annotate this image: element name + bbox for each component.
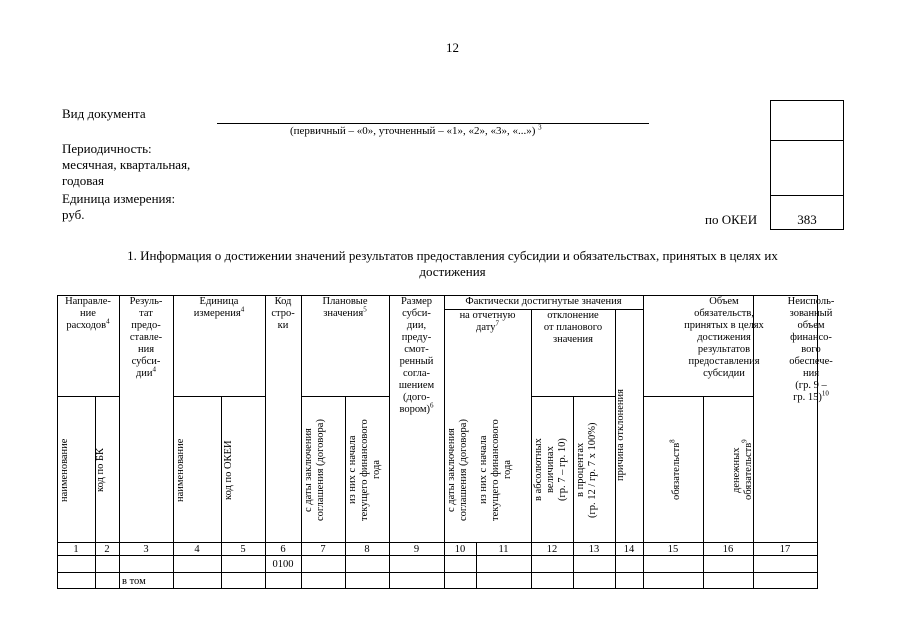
row2-result: в том [122, 576, 146, 587]
sub-rep-from-agreement: с даты заключения соглашения (договора) [446, 419, 469, 521]
column-number: 13 [588, 544, 600, 555]
sub-bk: код по БК [95, 448, 106, 493]
h-size: Размер субси- дии, преду- смот- ренный согла- шением (дого- вором)$^6$ [398, 296, 435, 415]
sub-rep-from-year: из них с начала текущего финансового года [478, 419, 513, 521]
doc-type-hint: (первичный – «0», уточненный – «1», «2», «3», «...») $^3$ [290, 123, 542, 137]
sub-plan-from-year: из них с начала текущего финансового года [347, 419, 382, 521]
unit-value: руб. [62, 207, 85, 222]
sub-abs: в абсолютных величинах (гр. 7 – гр. 10) [533, 438, 568, 502]
sub-money: денежных обязательств$^9$ [731, 439, 754, 501]
sub-plan-from-agreement: с даты заключения соглашения (договора) [303, 419, 326, 521]
h-direction: Направле- ние расходов$^4$ [65, 296, 111, 331]
column-number: 3 [143, 544, 149, 555]
column-number: 5 [240, 544, 246, 555]
column-number: 12 [546, 544, 558, 555]
h-unused: Неисполь- зованный объем финансо- вого обеспече- ния (гр. 9 – гр. 15)$^{10}$ [787, 296, 835, 403]
column-number: 2 [104, 544, 110, 555]
sub-obligations: обязательств$^8$ [668, 439, 682, 501]
h-reporting: на отчетную дату$^7$ [459, 310, 516, 333]
column-number: 1 [73, 544, 79, 555]
doc-type-label: Вид документа [62, 106, 146, 121]
section-title-line1: 1. Информация о достижении значений результатов предоставления субсидии и обязательствах, принятых в целях их [127, 248, 778, 263]
column-number: 17 [779, 544, 791, 555]
sub-okei: код по ОКЕИ [223, 440, 234, 500]
codes-divider-2 [770, 195, 844, 196]
periodicity-label: Периодичность: [62, 141, 152, 156]
column-number: 8 [364, 544, 370, 555]
column-number: 16 [722, 544, 734, 555]
column-number: 15 [667, 544, 679, 555]
column-number: 10 [454, 544, 466, 555]
codes-box [770, 100, 844, 230]
column-number: 14 [623, 544, 635, 555]
sub-pct: в процентах (гр. 12 / гр. 7 x 100%) [575, 422, 598, 518]
section-title-line2: достижения [419, 264, 486, 279]
periodicity-line1: месячная, квартальная, [62, 157, 191, 172]
page-number: 12 [446, 40, 459, 55]
periodicity-line2: годовая [62, 173, 104, 188]
h-plan: Плановые значения$^5$ [322, 296, 368, 319]
okei-code: 383 [797, 212, 817, 227]
codes-divider-1 [770, 140, 844, 141]
column-number: 4 [194, 544, 200, 555]
h-unit: Единица измерения$^4$ [193, 296, 245, 319]
column-number: 7 [320, 544, 326, 555]
h-deviation: отклонение от планового значения [543, 310, 603, 345]
column-number: 11 [498, 544, 509, 555]
column-number: 9 [413, 544, 420, 555]
h-obligations: Объем обязательств, принятых в целях достижения результатов предоставления субсидии [684, 296, 764, 379]
row1-code: 0100 [272, 559, 294, 570]
column-number: 6 [280, 544, 286, 555]
sub-unit-name: наименование [175, 438, 186, 502]
h-code: Код стро- ки [271, 296, 295, 331]
okei-label: по ОКЕИ [705, 212, 758, 227]
sub-name: наименование [59, 438, 70, 502]
h-actual: Фактически достигнутые значения [465, 296, 622, 307]
doc-type-line [217, 123, 649, 124]
unit-label: Единица измерения: [62, 191, 176, 206]
h-reason: причина отклонения [615, 389, 626, 481]
h-result: Резуль- тат предо- ставле- ния субси- дии$^4$ [129, 296, 163, 379]
